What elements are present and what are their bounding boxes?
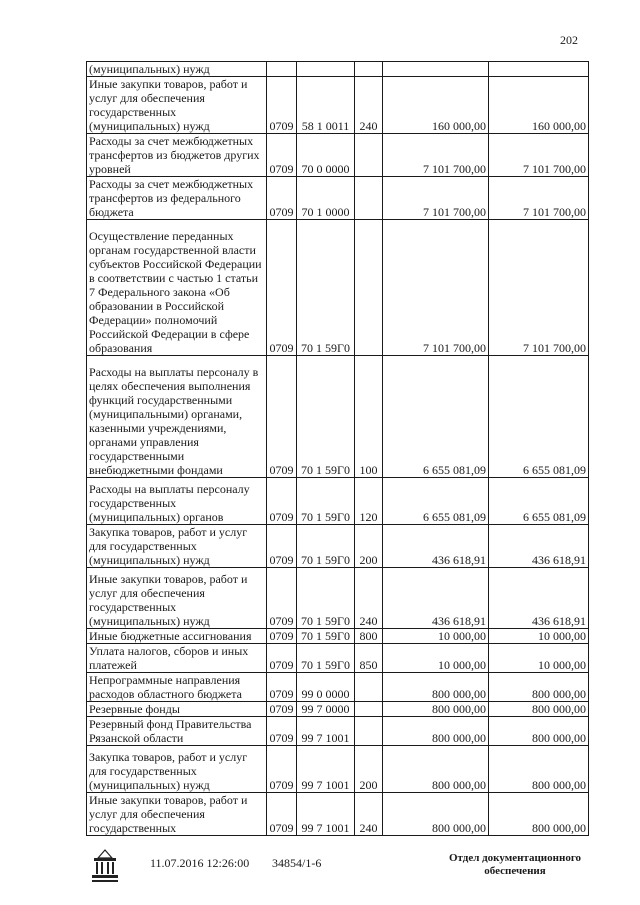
cell-name: Резервный фонд Правительства Рязанской области (87, 717, 267, 746)
cell-csr: 70 1 59Г0 (297, 220, 355, 356)
cell-csr: 70 1 59Г0 (297, 356, 355, 478)
cell-name: Расходы за счет межбюджетных трансфертов из федерального бюджета (87, 177, 267, 220)
table-row (87, 77, 589, 134)
cell-vr (355, 702, 383, 717)
cell-csr (297, 62, 355, 77)
cell-name: Расходы на выплаты персоналу государственных (муниципальных) органов (87, 478, 267, 525)
cell-name: Расходы за счет межбюджетных трансфертов из бюджетов других уровней (87, 134, 267, 177)
cell-csr: 99 7 1001 (297, 746, 355, 793)
cell-csr: 70 1 59Г0 (297, 525, 355, 568)
cell-amount2: 10 000,00 (489, 644, 589, 673)
cell-section: 0709 (267, 134, 297, 177)
cell-amount1: 10 000,00 (383, 629, 489, 644)
cell-amount1: 436 618,91 (383, 568, 489, 629)
cell-section: 0709 (267, 717, 297, 746)
cell-section: 0709 (267, 673, 297, 702)
cell-amount1: 6 655 081,09 (383, 356, 489, 478)
cell-section: 0709 (267, 525, 297, 568)
cell-section: 0709 (267, 629, 297, 644)
cell-csr: 70 0 0000 (297, 134, 355, 177)
cell-section: 0709 (267, 568, 297, 629)
cell-name: Резервные фонды (87, 702, 267, 717)
budget-table (86, 61, 589, 836)
table-row (87, 746, 589, 793)
cell-amount2: 436 618,91 (489, 568, 589, 629)
cell-amount2: 800 000,00 (489, 793, 589, 836)
cell-section (267, 62, 297, 77)
table-row (87, 525, 589, 568)
cell-name: Расходы на выплаты персоналу в целях обеспечения выполнения функций государственными (муниципальными) органами, казенными учреждениями, органами управления государственными внебюджетными фондами (87, 356, 267, 478)
cell-name: Иные закупки товаров, работ и услуг для обеспечения государственных (муниципальных) нужд (87, 568, 267, 629)
cell-amount2: 6 655 081,09 (489, 356, 589, 478)
table-row (87, 717, 589, 746)
table-row (87, 629, 589, 644)
cell-vr (355, 673, 383, 702)
cell-amount2: 800 000,00 (489, 702, 589, 717)
cell-name: Закупка товаров, работ и услуг для государственных (муниципальных) нужд (87, 525, 267, 568)
cell-amount2: 800 000,00 (489, 717, 589, 746)
cell-amount1: 800 000,00 (383, 673, 489, 702)
cell-amount1: 436 618,91 (383, 525, 489, 568)
cell-amount1: 800 000,00 (383, 793, 489, 836)
cell-csr: 70 1 59Г0 (297, 568, 355, 629)
cell-vr: 240 (355, 793, 383, 836)
cell-section: 0709 (267, 177, 297, 220)
cell-amount1: 7 101 700,00 (383, 134, 489, 177)
cell-amount2: 7 101 700,00 (489, 134, 589, 177)
cell-vr: 200 (355, 525, 383, 568)
cell-name: Иные бюджетные ассигнования (87, 629, 267, 644)
cell-amount2: 7 101 700,00 (489, 220, 589, 356)
cell-vr (355, 62, 383, 77)
cell-csr: 70 1 59Г0 (297, 478, 355, 525)
cell-section: 0709 (267, 746, 297, 793)
cell-vr: 120 (355, 478, 383, 525)
footer-datetime: 11.07.2016 12:26:00 (150, 856, 250, 870)
cell-amount2: 6 655 081,09 (489, 478, 589, 525)
cell-amount2: 800 000,00 (489, 746, 589, 793)
cell-amount1: 7 101 700,00 (383, 220, 489, 356)
cell-amount1: 7 101 700,00 (383, 177, 489, 220)
cell-vr: 100 (355, 356, 383, 478)
cell-vr: 200 (355, 746, 383, 793)
table-row (87, 478, 589, 525)
cell-amount2: 10 000,00 (489, 629, 589, 644)
cell-amount1: 160 000,00 (383, 77, 489, 134)
cell-vr (355, 134, 383, 177)
cell-amount2: 160 000,00 (489, 77, 589, 134)
footer-doc-number: 34854/1-6 (272, 856, 322, 870)
table-row (87, 220, 589, 356)
table-row (87, 644, 589, 673)
cell-amount1 (383, 62, 489, 77)
cell-amount2 (489, 62, 589, 77)
cell-csr: 99 7 1001 (297, 793, 355, 836)
cell-name: Непрограммные направления расходов областного бюджета (87, 673, 267, 702)
cell-vr: 240 (355, 77, 383, 134)
cell-name: Уплата налогов, сборов и иных платежей (87, 644, 267, 673)
duma-emblem-icon (88, 846, 122, 886)
table-row (87, 62, 589, 77)
cell-section: 0709 (267, 77, 297, 134)
cell-amount2: 436 618,91 (489, 525, 589, 568)
cell-vr: 800 (355, 629, 383, 644)
table-row (87, 793, 589, 836)
cell-name: Иные закупки товаров, работ и услуг для обеспечения государственных (87, 793, 267, 836)
cell-amount1: 800 000,00 (383, 746, 489, 793)
table-row (87, 134, 589, 177)
cell-csr: 99 7 1001 (297, 717, 355, 746)
cell-csr: 70 1 59Г0 (297, 629, 355, 644)
cell-amount2: 7 101 700,00 (489, 177, 589, 220)
cell-amount1: 800 000,00 (383, 717, 489, 746)
cell-vr (355, 717, 383, 746)
cell-section: 0709 (267, 478, 297, 525)
table-row (87, 673, 589, 702)
cell-section: 0709 (267, 793, 297, 836)
cell-section: 0709 (267, 702, 297, 717)
cell-csr: 70 1 59Г0 (297, 644, 355, 673)
cell-name: (муниципальных) нужд (87, 62, 267, 77)
cell-csr: 70 1 0000 (297, 177, 355, 220)
cell-amount2: 800 000,00 (489, 673, 589, 702)
cell-section: 0709 (267, 644, 297, 673)
cell-vr: 850 (355, 644, 383, 673)
cell-name: Иные закупки товаров, работ и услуг для обеспечения государственных (муниципальных) нужд (87, 77, 267, 134)
cell-amount1: 6 655 081,09 (383, 478, 489, 525)
cell-name: Закупка товаров, работ и услуг для государственных (муниципальных) нужд (87, 746, 267, 793)
footer-department: Отдел документационного обеспечения (448, 852, 582, 877)
cell-amount1: 800 000,00 (383, 702, 489, 717)
cell-section: 0709 (267, 220, 297, 356)
cell-vr (355, 177, 383, 220)
cell-csr: 99 7 0000 (297, 702, 355, 717)
table-row (87, 702, 589, 717)
cell-vr: 240 (355, 568, 383, 629)
cell-amount1: 10 000,00 (383, 644, 489, 673)
cell-name: Осуществление переданных органам государственной власти субъектов Российской Федерации в соответствии с частью 1 статьи 7 Федерального закона «Об образовании в Российской Федерации» полномочий Российской Федерации в сфере образования (87, 220, 267, 356)
cell-vr (355, 220, 383, 356)
cell-csr: 58 1 0011 (297, 77, 355, 134)
page-number: 202 (560, 33, 578, 47)
cell-section: 0709 (267, 356, 297, 478)
cell-csr: 99 0 0000 (297, 673, 355, 702)
table-row (87, 568, 589, 629)
table-row (87, 356, 589, 478)
table-row (87, 177, 589, 220)
